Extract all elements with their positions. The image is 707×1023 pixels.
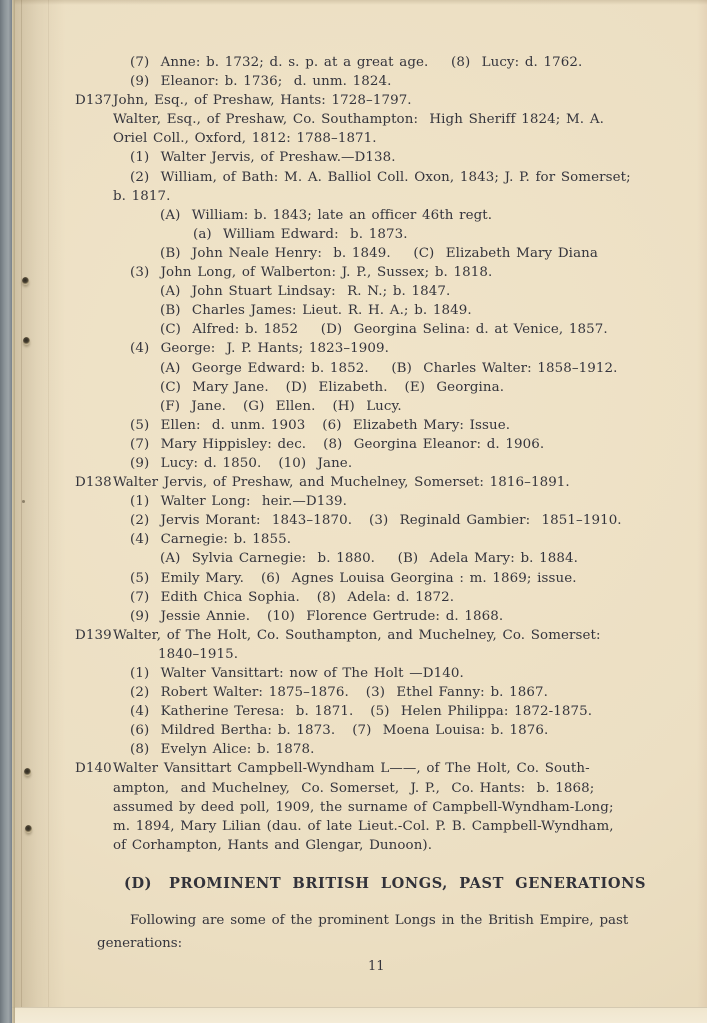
text-line: m. 1894, Mary Lilian (dau. of late Lieut.-Col. P. B. Campbell-Wyndham, [113,818,614,834]
text-line: 1840–1915. [158,646,239,662]
page-lines [0,53,707,855]
text-line: Oriel Coll., Oxford, 1812: 1788–1871. [113,131,377,147]
text-line: (A) John Stuart Lindsay: R. N.; b. 1847. [160,284,451,300]
entry-text: Walter Vansittart Campbell-Wyndham L——, of The Holt, Co. South- [113,761,590,777]
text-line: ampton, and Muchelney, Co. Somerset, J. P., Co. Hants: b. 1868; [113,780,595,796]
text-line: (F) Jane. (G) Ellen. (H) Lucy. [160,398,402,414]
page-number: 11 [368,959,385,974]
text-line: of Corhampton, Hants and Glengar, Dunoon). [113,837,433,853]
text-line: (2) William, of Bath: M. A. Balliol Coll. Oxon, 1843; J. P. for Somerset; [130,169,631,185]
text-line: (8) Evelyn Alice: b. 1878. [130,742,315,758]
entry-text: John, Esq., of Preshaw, Hants: 1728–1797. [113,93,412,109]
text-line: (7) Edith Chica Sophia. (8) Adela: d. 1872. [130,589,455,605]
section-heading: (D) PROMINENT BRITISH LONGS, PAST GENERATIONS [124,875,647,892]
text-line: (1) Walter Long: heir.—D139. [130,494,347,510]
page-top-shadow [12,0,707,5]
text-line: b. 1817. [113,188,171,204]
text-line: (4) George: J. P. Hants; 1823–1909. [130,341,389,357]
text-line: (A) William: b. 1843; late an officer 46th regt. [160,207,493,223]
text-line: (B) Charles James: Lieut. R. H. A.; b. 1849. [160,303,472,319]
text-line: (9) Lucy: d. 1850. (10) Jane. [130,455,353,471]
entry-id-label: D137 [75,93,112,109]
text-line: (4) Katherine Teresa: b. 1871. (5) Helen Philippa: 1872-1875. [130,704,593,720]
text-line: (1) Walter Vansittart: now of The Holt —D140. [130,666,464,681]
text-line: (2) Jervis Morant: 1843–1870. (3) Reginald Gambier: 1851–1910. [130,513,622,529]
text-line: (C) Alfred: b. 1852 (D) Georgina Selina: d. at Venice, 1857. [160,322,608,338]
text-line: (7) Anne: b. 1732; d. s. p. at a great age. (8) Lucy: d. 1762. [130,55,583,70]
entry-id-label: D140 [75,761,112,777]
text-line: (1) Walter Jervis, of Preshaw.—D138. [130,150,396,166]
entry-id-label: D138 [75,475,112,491]
entry-text: Walter, of The Holt, Co. Southampton, and Muchelney, Co. Somerset: [113,627,601,643]
entry-line [0,626,707,645]
entry-text: Walter Jervis, of Preshaw, and Muchelney, Somerset: 1816–1891. [113,475,570,491]
text-line: (6) Mildred Bertha: b. 1873. (7) Moena Louisa: b. 1876. [130,723,549,739]
text-line: assumed by deed poll, 1909, the surname of Campbell-Wyndham-Long; [113,799,614,815]
text-line: (5) Emily Mary. (6) Agnes Louisa Georgina : m. 1869; issue. [130,570,577,586]
text-line: (C) Mary Jane. (D) Elizabeth. (E) Georgina. [160,379,505,395]
closing-paragraph-line: generations: [97,936,183,951]
entry-line [0,91,707,110]
text-line: (4) Carnegie: b. 1855. [130,532,292,548]
text-line: (B) John Neale Henry: b. 1849. (C) Elizabeth Mary Diana [160,245,598,261]
entry-line [0,473,707,492]
entry-line [0,759,707,778]
text-line: (A) Sylvia Carnegie: b. 1880. (B) Adela Mary: b. 1884. [160,551,579,567]
text-line: (5) Ellen: d. unm. 1903 (6) Elizabeth Mary: Issue. [130,417,511,433]
closing-paragraph-line: Following are some of the prominent Longs in the British Empire, past [130,913,629,928]
text-line: Walter, Esq., of Preshaw, Co. Southampton: High Sheriff 1824; M. A. [113,112,604,128]
text-line: (A) George Edward: b. 1852. (B) Charles Walter: 1858–1912. [160,360,618,376]
text-line: (9) Jessie Annie. (10) Florence Gertrude: d. 1868. [130,608,504,624]
text-line: (2) Robert Walter: 1875–1876. (3) Ethel Fanny: b. 1867. [130,685,548,701]
entry-id-label: D139 [75,627,112,643]
text-line: (7) Mary Hippisley: dec. (8) Georgina Eleanor: d. 1906. [130,436,545,452]
text-line: (3) John Long, of Walberton: J. P., Sussex; b. 1818. [130,265,493,281]
page-bottom-edge [12,1007,707,1023]
text-line: (a) William Edward: b. 1873. [193,226,408,242]
text-line: (9) Eleanor: b. 1736; d. unm. 1824. [130,74,392,90]
